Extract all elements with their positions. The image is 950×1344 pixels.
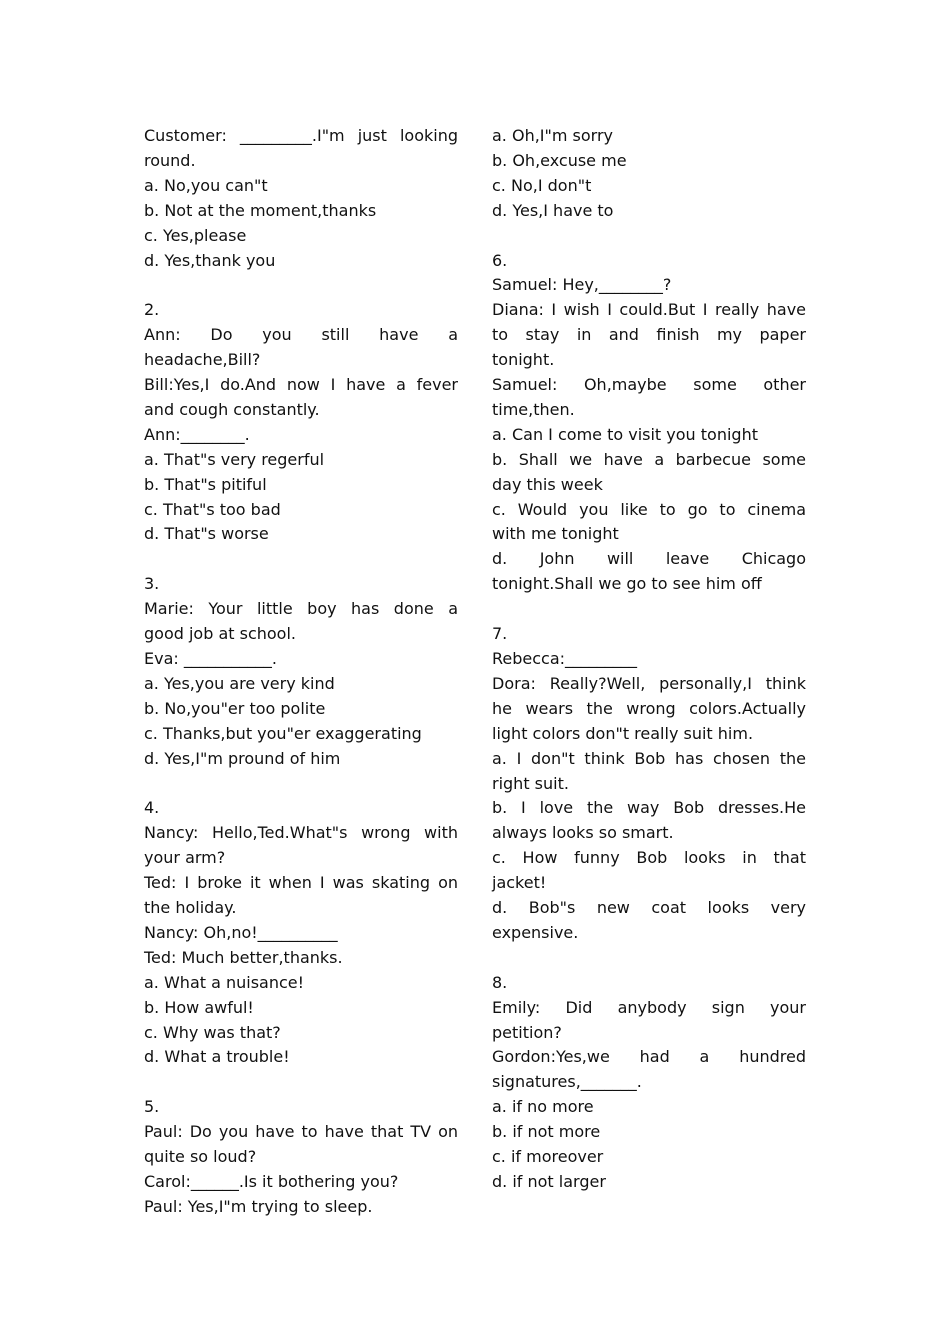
text-line: a. if no more: [492, 1097, 594, 1117]
text-line: 8.: [492, 972, 508, 992]
text-line: b. That"s pitiful: [144, 474, 267, 494]
text-line: right suit.: [492, 773, 569, 793]
blank-line: [144, 547, 458, 572]
text-line: b. Shall we have a barbecue some: [492, 449, 806, 469]
text-line: signatures,_______.: [492, 1072, 642, 1092]
text-line: c. That"s too bad: [144, 499, 281, 519]
text-line: Eva: ___________.: [144, 649, 277, 668]
text-line: a. That"s very regerful: [144, 449, 325, 469]
text-line: Dora: Really?Well, personally,I think: [492, 673, 806, 693]
text-line: Bill:Yes,I do.And now I have a fever: [144, 375, 458, 395]
text-line: 5.: [144, 1097, 160, 1117]
text-line: a. Yes,you are very kind: [144, 673, 335, 693]
text-line: Nancy: Hello,Ted.What"s wrong with: [144, 823, 458, 843]
text-line: b. Not at the moment,thanks: [144, 200, 377, 220]
text-line: tonight.: [492, 350, 555, 370]
text-line: the holiday.: [144, 898, 237, 918]
blank-line: [144, 1070, 458, 1095]
text-line: 4.: [144, 798, 160, 818]
left-column: [144, 124, 458, 1220]
text-line: 2.: [144, 300, 160, 320]
text-line: and cough constantly.: [144, 399, 320, 419]
blank-line: [492, 224, 806, 249]
text-line: a. Oh,I"m sorry: [492, 126, 614, 145]
text-line: Rebecca:_________: [492, 649, 638, 668]
text-line: Emily: Did anybody sign your: [492, 997, 806, 1017]
text-line: 3.: [144, 574, 160, 594]
text-line: always looks so smart.: [492, 823, 674, 843]
text-line: quite so loud?: [144, 1147, 257, 1167]
right-column: [492, 124, 806, 1195]
text-line: round.: [144, 150, 196, 170]
text-line: c. if moreover: [492, 1147, 604, 1167]
text-line: c. Thanks,but you"er exaggerating: [144, 723, 422, 743]
text-line: time,then.: [492, 399, 575, 419]
text-line: b. Oh,excuse me: [492, 150, 627, 170]
text-line: c. How funny Bob looks in that: [492, 848, 806, 868]
text-line: Samuel: Hey,________?: [492, 275, 672, 295]
text-line: d. What a trouble!: [144, 1047, 290, 1067]
text-line: Carol:______.Is it bothering you?: [144, 1172, 399, 1191]
text-line: a. What a nuisance!: [144, 972, 305, 992]
text-line: day this week: [492, 474, 603, 494]
text-line: Ted: Much better,thanks.: [144, 947, 343, 967]
text-line: headache,Bill?: [144, 350, 261, 370]
text-line: Samuel: Oh,maybe some other: [492, 375, 806, 395]
text-line: Marie: Your little boy has done a: [144, 599, 458, 619]
text-line: d. Yes,I"m pround of him: [144, 748, 341, 768]
text-line: c. Why was that?: [144, 1022, 281, 1042]
blank-line: [492, 946, 806, 971]
text-line: Paul: Yes,I"m trying to sleep.: [144, 1196, 373, 1216]
text-line: d. Bob"s new coat looks very: [492, 898, 806, 918]
text-line: d. That"s worse: [144, 524, 269, 544]
text-line: b. How awful!: [144, 997, 254, 1017]
text-line: Customer: _________.I"m just looking: [144, 126, 458, 145]
text-line: d. if not larger: [492, 1172, 606, 1192]
text-line: Ann:________.: [144, 424, 250, 444]
text-line: light colors don"t really suit him.: [492, 723, 754, 743]
text-line: d. Yes,thank you: [144, 250, 276, 270]
blank-line: [144, 772, 458, 797]
blank-line: [144, 273, 458, 298]
text-line: tonight.Shall we go to see him off: [492, 574, 762, 594]
text-line: good job at school.: [144, 624, 296, 644]
text-line: Paul: Do you have to have that TV on: [144, 1122, 458, 1142]
text-line: b. if not more: [492, 1122, 601, 1142]
text-line: expensive.: [492, 922, 579, 942]
text-line: c. Would you like to go to cinema: [492, 499, 806, 519]
text-line: Diana: I wish I could.But I really have: [492, 300, 806, 320]
text-line: petition?: [492, 1022, 562, 1042]
text-line: Ann: Do you still have a: [144, 325, 458, 345]
text-line: a. No,you can"t: [144, 175, 268, 195]
text-line: to stay in and finish my paper: [492, 325, 806, 345]
text-line: c. Yes,please: [144, 225, 247, 245]
text-line: Nancy: Oh,no!__________: [144, 922, 338, 942]
text-line: jacket!: [492, 873, 547, 893]
text-line: b. I love the way Bob dresses.He: [492, 798, 806, 818]
text-line: Gordon:Yes,we had a hundred: [492, 1047, 806, 1067]
blank-line: [492, 597, 806, 622]
text-line: 6.: [492, 250, 508, 270]
text-line: Ted: I broke it when I was skating on: [144, 873, 458, 893]
text-line: with me tonight: [492, 524, 619, 544]
text-line: your arm?: [144, 848, 226, 868]
text-line: d. John will leave Chicago: [492, 549, 806, 569]
text-line: b. No,you"er too polite: [144, 698, 326, 718]
text-line: he wears the wrong colors.Actually: [492, 698, 806, 718]
text-line: a. Can I come to visit you tonight: [492, 424, 758, 444]
text-line: c. No,I don"t: [492, 175, 592, 195]
text-line: d. Yes,I have to: [492, 200, 614, 220]
text-line: a. I don"t think Bob has chosen the: [492, 748, 806, 768]
text-line: 7.: [492, 624, 508, 644]
